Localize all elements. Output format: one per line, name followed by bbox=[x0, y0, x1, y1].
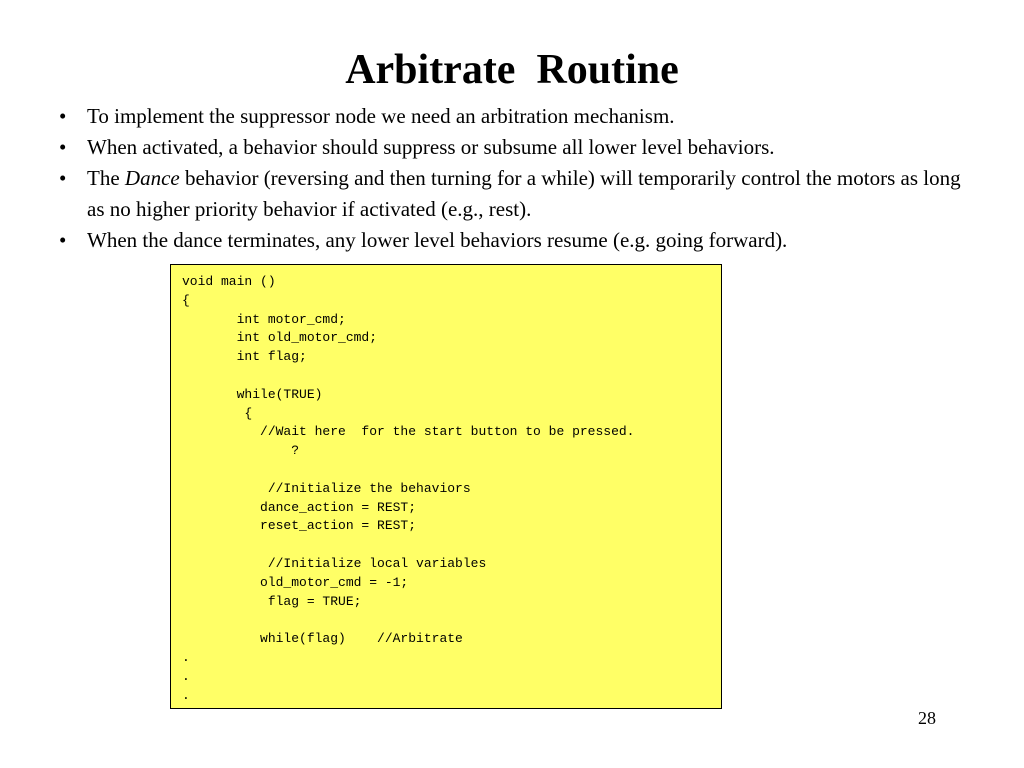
code-line: ? bbox=[182, 443, 300, 459]
code-line bbox=[182, 536, 721, 555]
bullet-list bbox=[56, 101, 976, 256]
code-line: int old_motor_cmd; bbox=[182, 330, 378, 346]
code-line: { bbox=[182, 405, 253, 421]
slide-title: Arbitrate Routine bbox=[345, 47, 679, 93]
code-listing bbox=[170, 264, 722, 709]
code-line: dance_action = REST; bbox=[182, 499, 417, 515]
bullet-marker: • bbox=[59, 104, 67, 128]
bullet-marker: • bbox=[59, 228, 67, 252]
code-line: //Initialize the behaviors bbox=[182, 480, 471, 496]
bullet-text: To implement the suppressor node we need an arbitration mechanism. bbox=[87, 104, 675, 128]
code-line bbox=[182, 611, 721, 630]
bullet-text: When the dance terminates, any lower level behaviors resume (e.g. going forward). bbox=[87, 228, 788, 252]
page-number: 28 bbox=[918, 708, 936, 728]
code-line: reset_action = REST; bbox=[182, 518, 417, 534]
code-line: . bbox=[182, 668, 190, 684]
bullet-text: behavior (reversing and then turning for a while) will temporarily control the motors as long as no higher priority behavior if activated (e.g., rest). bbox=[87, 166, 961, 221]
bullet-item bbox=[56, 163, 976, 225]
code-line bbox=[182, 367, 721, 386]
code-line: //Initialize local variables bbox=[182, 555, 487, 571]
code-line: int flag; bbox=[182, 349, 307, 365]
bullet-emphasis: Dance bbox=[124, 166, 180, 190]
code-line: . bbox=[182, 649, 190, 665]
bullet-item bbox=[56, 132, 976, 163]
bullet-marker: • bbox=[59, 166, 67, 190]
code-line bbox=[182, 461, 721, 480]
bullet-text: The bbox=[87, 166, 125, 190]
code-line: old_motor_cmd = -1; bbox=[182, 574, 409, 590]
code-line: //Wait here for the start button to be pressed. bbox=[182, 424, 635, 440]
bullet-item bbox=[56, 225, 976, 256]
code-line: void main () bbox=[182, 274, 276, 289]
code-line: { bbox=[182, 292, 190, 308]
code-line: while(TRUE) bbox=[182, 386, 323, 402]
code-line: int motor_cmd; bbox=[182, 311, 346, 327]
bullet-marker: • bbox=[59, 135, 67, 159]
code-line: flag = TRUE; bbox=[182, 593, 362, 609]
bullet-item bbox=[56, 101, 976, 132]
code-line: while(flag) //Arbitrate bbox=[182, 631, 463, 647]
bullet-text: When activated, a behavior should suppress or subsume all lower level behaviors. bbox=[87, 135, 775, 159]
code-line: . bbox=[182, 687, 190, 703]
